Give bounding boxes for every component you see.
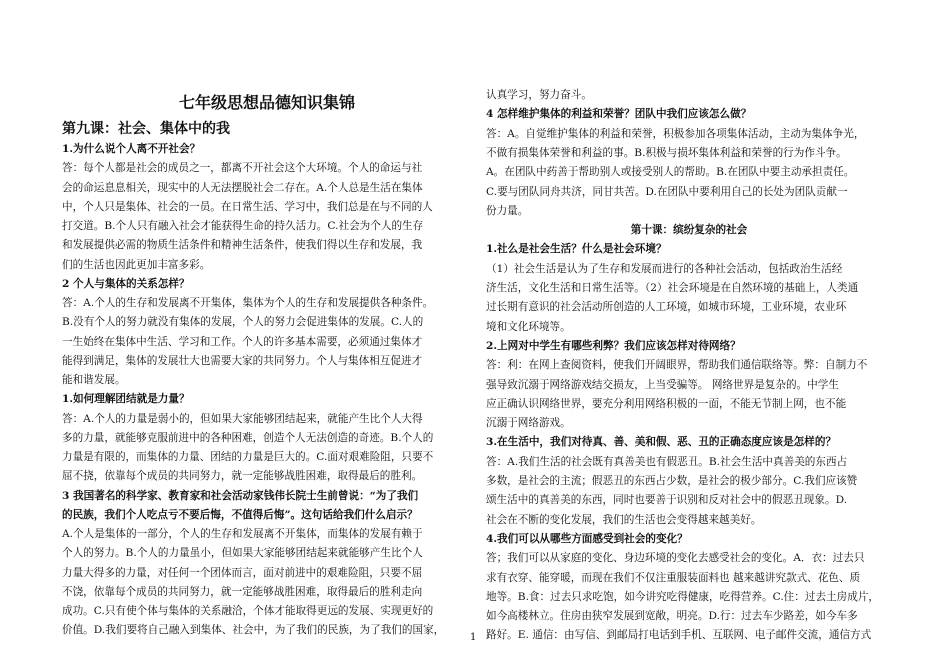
text-line: 一生始终在集体中生活、学习和工作。个人的许多基本需要，必须通过集体才 (62, 335, 423, 348)
text-line: 如今高楼林立。住房由狭窄发展到宽敞，明亮。D.行：过去车少路差，如今车多 (486, 610, 858, 623)
text-line: 力量大得多的力量，对任何一个团体而言，面对前进中的艰难险阻，只要不屈 (62, 566, 423, 579)
text-line: 答：A.个人的力量是弱小的，但如果大家能够团结起来，就能产生比个人大得 (62, 412, 423, 425)
text-line: 答：A。自觉维护集体的利益和荣誉，积极参加各项集体活动，主动为集体争光， (486, 127, 865, 140)
text-line: 成功。C.只有使个体与集体的关系融洽，个体才能取得更远的发展、实现更好的 (62, 605, 434, 617)
text-line: 答：每个人都是社会的成员之一，都离不开社会这个大环境。个人的命运与社 (62, 162, 423, 175)
text-line: 强导致沉溺于网络游戏结交损友，上当受骗等。 网络世界是复杂的。中学生 (486, 378, 839, 391)
question-heading: 第十课：缤纷复杂的社会 (630, 224, 748, 237)
text-line: 答；我们可以从家庭的变化、身边环境的变化去感受社会的变化。A．衣：过去只 (486, 552, 865, 565)
text-line: 屈不挠，依靠每个成员的共同努力，就一定能够战胜困难，取得最后的胜利。 (62, 470, 423, 483)
text-line: 价值。D.我们要将自己融入到集体、社会中，为了我们的民族，为了我们的国家， (62, 624, 445, 637)
text-line: 社会在不断的变化发展，我们的生活也会变得越来越美好。 (486, 513, 762, 526)
text-line: 会的命运息息相关，现实中的人无法摆脱社会二存在。A.个人总是生活在集体 (62, 181, 423, 194)
text-line: 份力量。 (486, 204, 529, 217)
text-line: A。在团队中药善于帮助别人或接受别人的帮助。B.在团队中要主动承担责任。 (486, 166, 855, 179)
text-line: 颂生活中的真善美的东西，同时也要善于识别和反对社会中的假恶丑现象。D. (486, 494, 848, 507)
question-heading: 1.如何理解团结就是力量？ (62, 393, 190, 406)
text-line: 中，个人只是集体、社会的一员。在日常生活、学习中，我们总是在与不同的人 (62, 200, 433, 213)
question-heading: 2 个人与集体的关系怎样？ (62, 277, 190, 290)
text-line: 过长期有意识的社会活动所创造的人工环境，如城市环境，工业环境，农业环 (486, 301, 847, 314)
page-number: 1 (470, 632, 477, 643)
question-heading: 4 怎样维护集体的利益和荣誉？团队中我们应该怎么做？ (486, 108, 752, 121)
text-line: 沉溺于网络游戏。 (486, 417, 571, 430)
text-line: 个人的努力。B.个人的力量虽小，但如果大家能够团结起来就能够产生比个人 (62, 547, 423, 560)
question-heading: 3.在生活中，我们对待真、善、美和假、恶、丑的正确态度应该是怎样的？ (486, 436, 837, 449)
question-heading: 4.我们可以从哪些方面感受到社会的变化？ (486, 532, 688, 545)
text-line: 认真学习，努力奋斗。 (486, 89, 592, 101)
text-line: 不做有损集体荣誉和利益的事。B.积极与损坏集体利益和荣誉的行为作斗争。 (486, 146, 847, 159)
text-line: （1）社会生活是认为了生存和发展而进行的各种社会活动，包括政治生活经 (486, 262, 843, 275)
text-line: C.要与团队同舟共济，同甘共苦。D.在团队中要利用自己的长处为团队贡献一 (486, 185, 848, 198)
text-line: 路好。E. 通信：由写信、到邮局打电话到手机、互联网、电子邮件交流，通信方式 (486, 629, 872, 642)
text-line: B.没有个人的努力就没有集体的发展，个人的努力会促进集体的发展。C.人的 (62, 316, 424, 329)
text-line: 答：利：在网上查阅资料，使我们开阔眼界，帮助我们通信联络等。弊：自制力不 (486, 359, 868, 372)
text-line: 应正确认识网络世界，要充分利用网络积极的一面，不能无节制上网，也不能 (486, 397, 847, 410)
question-heading: 3 我国著名的科学家、教育家和社会活动家钱伟长院士生前曾说：“为了我们 (62, 489, 419, 502)
text-line: 多数，是社会的主流；假恶丑的东西占少数，是社会的极少部分。C.我们应该赞 (486, 475, 858, 487)
text-line: 多的力量，就能够克服前进中的各种困难，创造个人无法创造的奇迹。B.个人的 (62, 431, 434, 444)
text-line: 能和谐发展。 (62, 374, 126, 386)
text-line: 和发展提供必需的物质生活条件和精神生活条件，使我们得以生存和发展，我 (62, 239, 423, 252)
text-line: 力量是有限的，而集体的力量、团结的力量是巨大的。C.面对艰难险阻，只要不 (62, 451, 434, 463)
text-line: 能得到满足，集体的发展壮大也需要大家的共同努力。个人与集体相互促进才 (62, 354, 423, 367)
question-heading: 2.上网对中学生有哪些利弊？我们应该怎样对待网络？ (486, 339, 741, 352)
question-heading: 1.为什么说个人离不开社会？ (62, 143, 201, 155)
text-line: 打交道。B.个人只有融入社会才能获得生命的持久活力。C.社会为个人的生存 (62, 220, 424, 232)
lesson-heading: 第九课：社会、集体中的我 (62, 121, 230, 137)
text-line: 答：A.个人的生存和发展离不开集体，集体为个人的生存和发展提供各种条件。 (62, 297, 434, 309)
text-line: 求有衣穿、能穿暖，而现在我们不仅注重服装面料也 越来越讲究款式、花色、质 (486, 571, 861, 584)
text-line: 济生活，文化生活和日常生活等。（2）社会环境是在自然环境的基础上，人类通 (486, 282, 859, 294)
document-title: 七年级思想品德知识集锦 (178, 93, 355, 112)
text-line: 不饶，依靠每个成员的共同努力，就一定能够战胜困难，取得最后的胜利走向 (62, 585, 423, 598)
question-heading: 1.社么是社会生活？什么是社会环境？ (486, 243, 667, 256)
text-line: 境和文化环境等。 (486, 320, 571, 333)
text-line: A.个人是集体的一部分，个人的生存和发展离不开集体，而集体的发展有赖于 (62, 528, 423, 540)
text-line: 答：A.我们生活的社会既有真善美也有假恶丑。B.社会生活中真善美的东西占 (486, 455, 848, 468)
text-line: 地等。B.食：过去只求吃饱，如今讲究吃得健康，吃得营养。C.住：过去土房成片， (486, 590, 880, 603)
text-line: 们的生活也因此更加丰富多彩。 (62, 258, 211, 271)
question-heading: 的民族，我们个人吃点亏不要后悔，不值得后悔”。这句话给我们什么启示？ (62, 508, 418, 521)
